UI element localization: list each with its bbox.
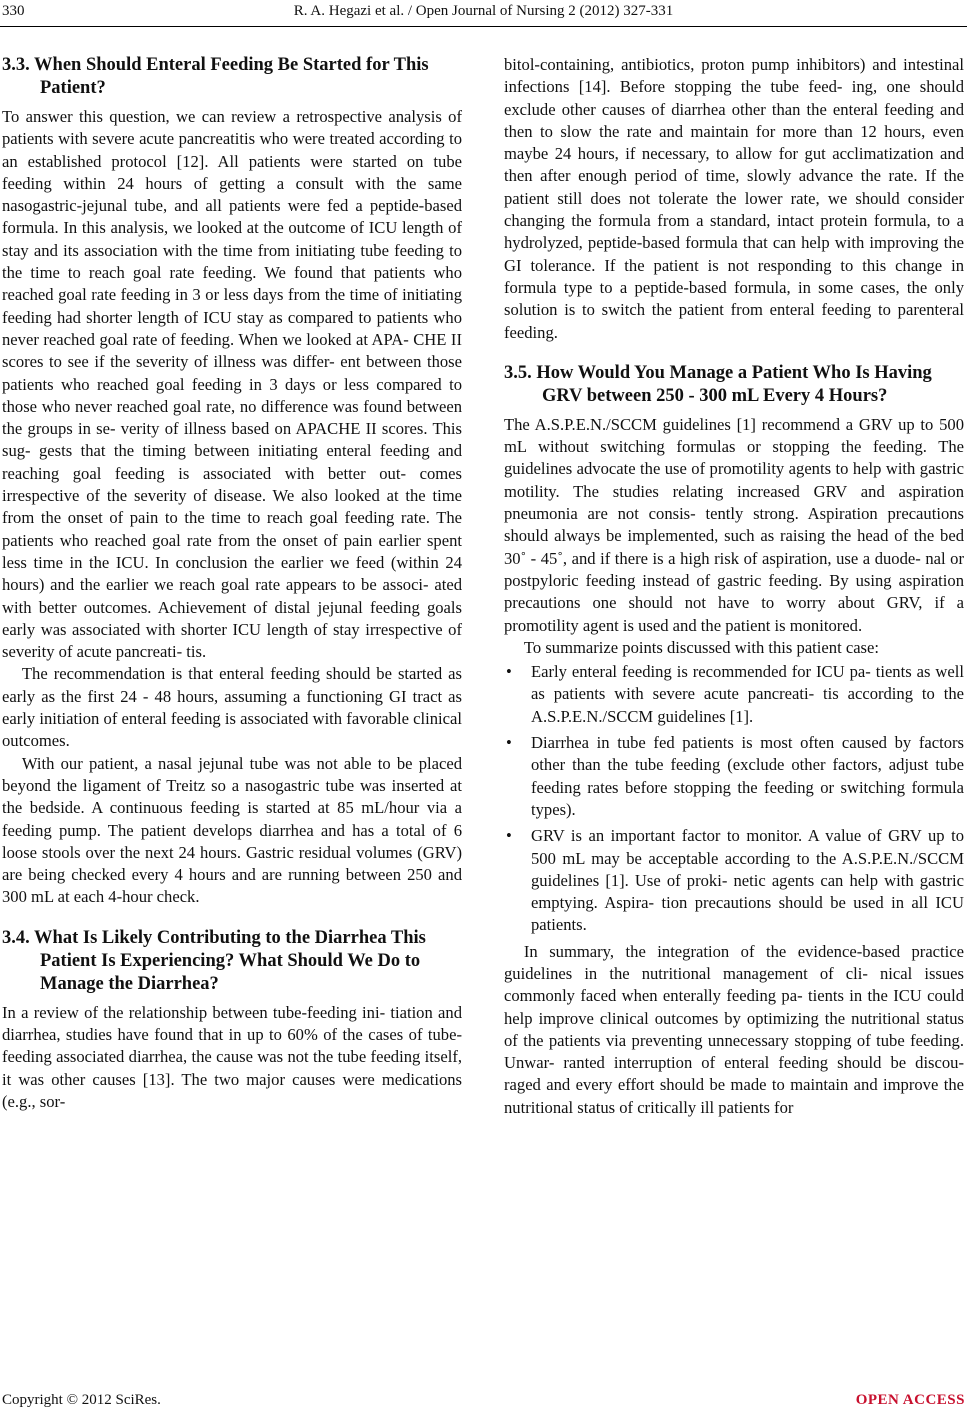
- open-access-label: OPEN ACCESS: [855, 1392, 965, 1408]
- page-number: 330: [2, 3, 25, 19]
- running-header: [0, 0, 967, 27]
- paragraph: With our patient, a nasal jejunal tube was not able to be placed beyond the ligament of Treitz so a nasogastric tube was inserted at the bedside. A continuous feeding is started at 85 mL/hour via a feeding pump. The patient develops diarrhea and has a total of 6 loose stools over the next 24 hours. Gastric residual volumes (GRV) are being checked every 4 hours and are running between 250 and 300 mL at each 4-hour check.: [2, 753, 462, 907]
- page-footer: [0, 1392, 967, 1414]
- copyright-notice: Copyright © 2012 SciRes.: [2, 1392, 161, 1408]
- paragraph: To summarize points discussed with this patient case:: [523, 637, 879, 657]
- paragraph: In summary, the integration of the evidence-based practice guidelines in the nutritional management of cli- nical issues commonly faced when enterally feeding pa- tients in the ICU could help improve clinical outcomes by optimizing the nutritional status of the patients via preventing unnecessary stopping of tube feeding. Unwar- ranted interruption of enteral feeding should be discou- raged and every effort should be made to maintain and improve the nutritional status of critically ill patients for: [504, 941, 964, 1117]
- paragraph: The A.S.P.E.N./SCCM guidelines [1] recommend a GRV up to 500 mL without switching formulas or stopping the feeding. The guidelines advocate the use of promotility agents to help with gastric motility. The studies relating increased GRV and aspiration pneumonia are not consis- tently strong. Aspiration precautions should always be implemented, such as raising the head of the bed 30˚ - 45˚, and if there is a high risk of aspiration, use a duode- nal or postpyloric feeding instead of gastric feeding. By using aspiration precautions one should not have to worry about GRV, if a promotility agent is used and the patient is monitored.: [504, 414, 964, 635]
- section-heading-3-5: 3.5. How Would You Manage a Patient Who Is Having GRV between 250 - 300 mL Every 4 Hours?: [504, 362, 932, 406]
- list-item-text: GRV is an important factor to monitor. A value of GRV up to 500 mL may be acceptable according to the A.S.P.E.N./SCCM guidelines [1]. Use of proki- netic agents can help with gastric emptying. Aspira- tion precautions should be used in all ICU patients.: [531, 826, 964, 935]
- paragraph: bitol-containing, antibiotics, proton pump inhibitors) and intestinal infections [14]. Before stopping the tube feed- ing, one should exclude other causes of diarrhea other than the enteral feeding and then to slow the rate and maintain for more than 12 hours, even maybe 24 hours, if necessary, to allow for gut acclimatization and then after enough period of time, slowly advance the rate. If the patient still does not tolerate the lower rate, we should consider changing the formula from a standard, intact protein formula, to a hydrolyzed, peptide-based formula that can help with improving the GI tolerance. If the patient is not responding to this change in formula type to a peptide-based formula, in some cases, the only solution is to switch the patient from enteral feeding to parenteral feeding.: [504, 55, 964, 342]
- section-heading-3-4: 3.4. What Is Likely Contributing to the Diarrhea This Patient Is Experiencing? What Should We Do to Manage the Diarrhea?: [2, 927, 426, 994]
- paragraph: The recommendation is that enteral feeding should be started as early as the first 24 - 48 hours, assuming a functioning GI tract as early initiation of enteral feeding is associated with favorable clinical outcomes.: [2, 664, 462, 751]
- list-item: [504, 825, 964, 936]
- bullet-icon: •: [506, 662, 512, 682]
- section-heading-3-3: 3.3. When Should Enteral Feeding Be Started for This Patient?: [2, 55, 429, 98]
- bullet-icon: •: [506, 733, 512, 753]
- paragraph: In a review of the relationship between tube-feeding ini- tiation and diarrhea, studies have found that in up to 60% of the cases of tube-feeding associated diarrhea, the cause was not the tube feeding itself, it was other causes [13]. The two major causes were medications (e.g., sor-: [2, 1002, 462, 1111]
- list-item: [504, 732, 964, 821]
- bullet-icon: •: [506, 826, 512, 846]
- right-column: [504, 54, 964, 1119]
- running-title: R. A. Hegazi et al. / Open Journal of Nursing 2 (2012) 327-331: [293, 3, 674, 19]
- left-column: [2, 54, 462, 1113]
- summary-list: [504, 661, 964, 937]
- list-item-text: Early enteral feeding is recommended for ICU pa- tients as well as patients with severe acute pancreati- tis according to the A.S.P.E.N./SCCM guidelines [1].: [531, 662, 964, 726]
- list-item: [504, 661, 964, 728]
- paragraph: To answer this question, we can review a retrospective analysis of patients with severe acute pancreatitis who were treated according to an established protocol [12]. All patients were started on tube feeding within 24 hours of getting a consult with the same nasogastric-jejunal tube, and all patients were fed a peptide-based formula. In this analysis, we looked at the outcome of ICU length of stay and its association with the time from initiating tube feeding to the time to reach goal rate feeding. We found that patients who reached goal rate feeding in 3 or less days from the time of initiating feeding had shorter length of ICU stay as compared to patients who never reached goal rate of feeding. When we looked at APA- CHE II scores to see if the severity of illness was differ- ent between those patients who reached goal feeding in 3 days or less compared to those who never reached goal rate, no difference was found between the groups in se- verity of illness based on APACHE II scores. This sug- gests that the timing between initiating enteral feeding and reaching goal feeding is associated with better out- comes irrespective of the severity of disease. We also looked at the time from the onset of pain to the time to reach goal feeding rate. The patients who reached goal rate from the onset of pain earlier spent less time in the ICU. In conclusion the earlier we feed (within 24 hours) and the earlier we reach goal rate appears to be associ- ated with better outcomes. Achievement of distal jejunal feeding goals early was associated with shorter ICU length of stay irrespective of severity of acute pancreati- tis.: [2, 107, 462, 662]
- list-item-text: Diarrhea in tube fed patients is most often caused by factors other than the tube feeding (exclude other factors, adjust tube feeding rates before stopping the feeding or switching formula types).: [531, 733, 964, 819]
